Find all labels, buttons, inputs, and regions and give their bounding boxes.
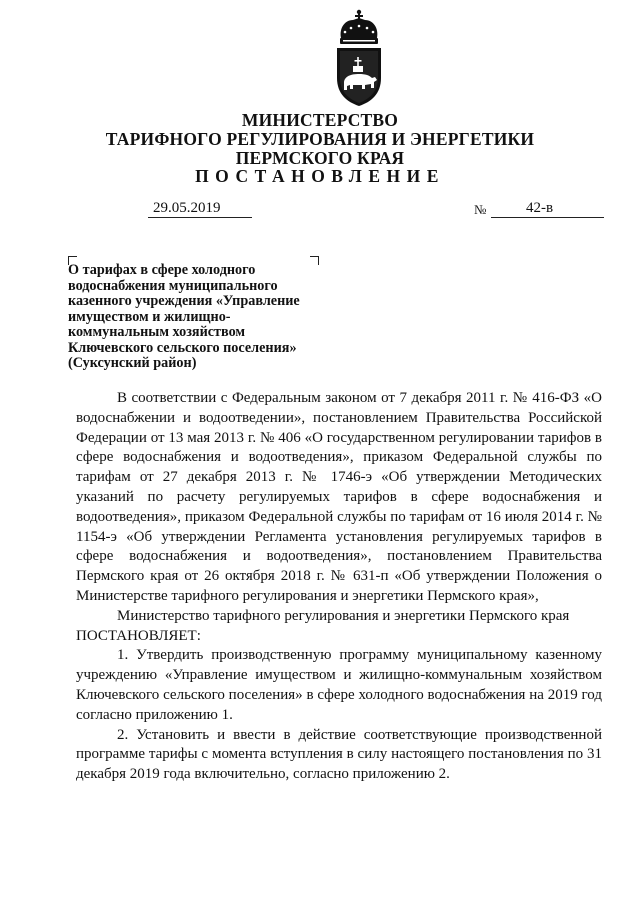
ministry-title-line-1: МИНИСТЕРСТВО	[241, 110, 399, 130]
subject-line: (Суксунский район)	[68, 355, 197, 371]
decree-date: 29.05.2019	[153, 200, 221, 216]
subject-line: О тарифах в сфере холодного	[68, 262, 256, 278]
decree-body	[76, 389, 602, 785]
resolution-item-2: 2. Установить и ввести в действие соответствующие производственной программе тарифы с момента вступления в силу настоящего постановления по 31 декабря 2019 года включительно, согласно приложению 2.	[76, 726, 602, 783]
resolves-heading: ПОСТАНОВЛЯЕТ:	[76, 627, 201, 644]
subject-line: имуществом и жилищно-	[68, 308, 231, 325]
date-underline	[148, 217, 252, 218]
subject-line: Ключевского сельского поселения»	[68, 339, 297, 356]
preamble-paragraph: В соответствии с Федеральным законом от 7 декабря 2011 г. № 416-ФЗ «О водоснабжении и водоотведении», постановлением Правительства Российской Федерации от 13 мая 2013 г. № 406 «О государственном регулировании тарифов в сфере водоснабжения и водоотведения», приказом Федеральной службы по тарифам от 27 декабря 2013 г. № 1746-э «Об утверждении Методических указаний по расчету регулируемых тарифов в сфере водоснабжения и водоотведения», приказом Федеральной службы по тарифам от 16 июля 2014 г. № 1154-э «Об утверждении Регламента установления регулируемых тарифов в сфере водоснабжения и водоотведения», постановлением Правительства Пермского края от 26 октября 2018 г. № 631-п «Об утверждении Положения о Министерстве тарифного регулирования и энергетики Пермского края»,	[76, 390, 602, 604]
subject-line: коммунальным хозяйством	[68, 324, 246, 340]
number-sign: №	[474, 202, 487, 217]
subject-line: казенного учреждения «Управление	[68, 293, 300, 309]
subject-line: водоснабжения муниципального	[68, 277, 278, 294]
ministry-title-line-2: ТАРИФНОГО РЕГУЛИРОВАНИЯ И ЭНЕРГЕТИКИ	[105, 129, 535, 149]
ministry-title-line-3: ПЕРМСКОГО КРАЯ	[235, 148, 405, 168]
ministry-statement: Министерство тарифного регулирования и энергетики Пермского края	[117, 607, 570, 624]
number-underline	[491, 217, 604, 218]
resolution-item-1: 1. Утвердить производственную программу муниципальному казенному учреждению «Управление имуществом и жилищно-коммунальным хозяйством Ключевского сельского поселения» в сфере холодного водоснабжения на 2019 год согласно приложению 1.	[76, 647, 602, 723]
decree-subject	[68, 263, 338, 372]
perm-krai-coat-of-arms-icon	[331, 8, 387, 108]
decree-number: 42-в	[526, 200, 554, 216]
document-type-title: ПОСТАНОВЛЕНИЕ	[195, 166, 445, 186]
